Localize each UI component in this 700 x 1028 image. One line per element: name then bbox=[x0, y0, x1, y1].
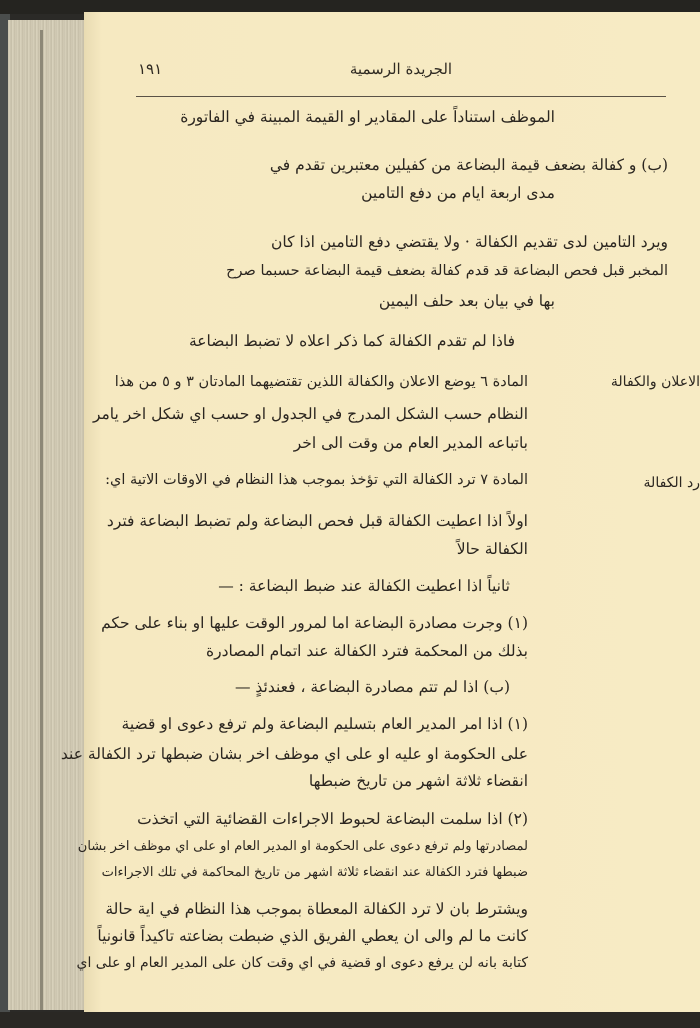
text-line: (٢) اذا سلمت البضاعة لحبوط الاجراءات القضائية التي اتخذت bbox=[137, 810, 528, 828]
text-line: (١) اذا امر المدير العام بتسليم البضاعة ولم ترفع دعوى او قضية bbox=[121, 715, 528, 733]
margin-note-bond-return: رد الكفالة bbox=[643, 475, 700, 491]
margin-note-announcement-bond: الاعلان والكفالة bbox=[610, 374, 700, 390]
text-line: ضبطها فترد الكفالة عند انقضاء ثلاثة اشهر من تاريخ المحاكمة في تلك الاجراءات bbox=[101, 865, 528, 880]
text-line: بها في بيان بعد حلف اليمين bbox=[378, 292, 555, 310]
text-line: بذلك من المحكمة فترد الكفالة عند اتمام المصادرة bbox=[205, 642, 528, 660]
book-page-edges bbox=[8, 20, 87, 1010]
text-line: الموظف استناداً على المقادير او القيمة المبينة في الفاتورة bbox=[180, 108, 555, 126]
text-line: انقضاء ثلاثة اشهر من تاريخ ضبطها bbox=[308, 772, 528, 790]
page-number: ١٩١ bbox=[138, 60, 163, 78]
text-line: ويرد التامين لدى تقديم الكفالة · ولا يقتضي دفع التامين اذا كان bbox=[271, 233, 668, 251]
text-line: ويشترط بان لا ترد الكفالة المعطاة بموجب هذا النظام في اية حالة bbox=[105, 900, 528, 918]
text-line: لمصادرتها ولم ترفع دعوى على الحكومة او المدير العام او على اي موظف اخر بشان bbox=[77, 839, 528, 854]
text-line: المادة ٧ ترد الكفالة التي تؤخذ بموجب هذا النظام في الاوقات الاتية اي: bbox=[105, 472, 528, 488]
text-line: ثانياً اذا اعطيت الكفالة عند ضبط البضاعة : — bbox=[218, 577, 510, 595]
scan-bottom-border bbox=[0, 1012, 700, 1028]
text-line: (١) وجرت مصادرة البضاعة اما لمرور الوقت عليها او بناء على حكم bbox=[101, 614, 528, 632]
text-line: فاذا لم تقدم الكفالة كما ذكر اعلاه لا تضبط البضاعة bbox=[188, 332, 515, 350]
text-line: كانت ما لم والى ان يعطي الفريق الذي ضبطت بضاعته تاكيداً قانونياً bbox=[97, 927, 528, 945]
document-page bbox=[60, 12, 700, 1012]
text-line: النظام حسب الشكل المدرج في الجدول او حسب اي شكل اخر يامر bbox=[92, 405, 528, 423]
text-line: باتباعه المدير العام من وقت الى اخر bbox=[293, 434, 528, 452]
text-line: اولاً اذا اعطيت الكفالة قبل فحص البضاعة ولم تضبط البضاعة فترد bbox=[106, 512, 528, 530]
text-line: المخبر قبل فحص البضاعة قد قدم كفالة بضعف قيمة البضاعة حسبما صرح bbox=[226, 263, 668, 279]
text-line: المادة ٦ يوضع الاعلان والكفالة اللذين تقتضيهما المادتان ٣ و ٥ من هذا bbox=[114, 374, 528, 390]
text-line: الكفالة حالاً bbox=[456, 540, 528, 558]
header-rule bbox=[136, 96, 666, 97]
text-line: مدى اربعة ايام من دفع التامين bbox=[361, 184, 555, 202]
text-line: على الحكومة او عليه او على اي موظف اخر بشان ضبطها ترد الكفالة عند bbox=[60, 745, 528, 763]
text-line: (ب) و كفالة بضعف قيمة البضاعة من كفيلين معتبرين تقدم في bbox=[269, 156, 668, 174]
text-line: (ب) اذا لم تتم مصادرة البضاعة ، فعندئذٍ — bbox=[234, 678, 510, 696]
page-edge-gap bbox=[40, 30, 43, 1010]
page-header bbox=[136, 60, 666, 90]
text-line: كتابة بانه لن يرفع دعوى او قضية في اي وقت كان على المدير العام او على اي bbox=[76, 955, 528, 971]
running-title: الجريدة الرسمية bbox=[349, 60, 453, 78]
